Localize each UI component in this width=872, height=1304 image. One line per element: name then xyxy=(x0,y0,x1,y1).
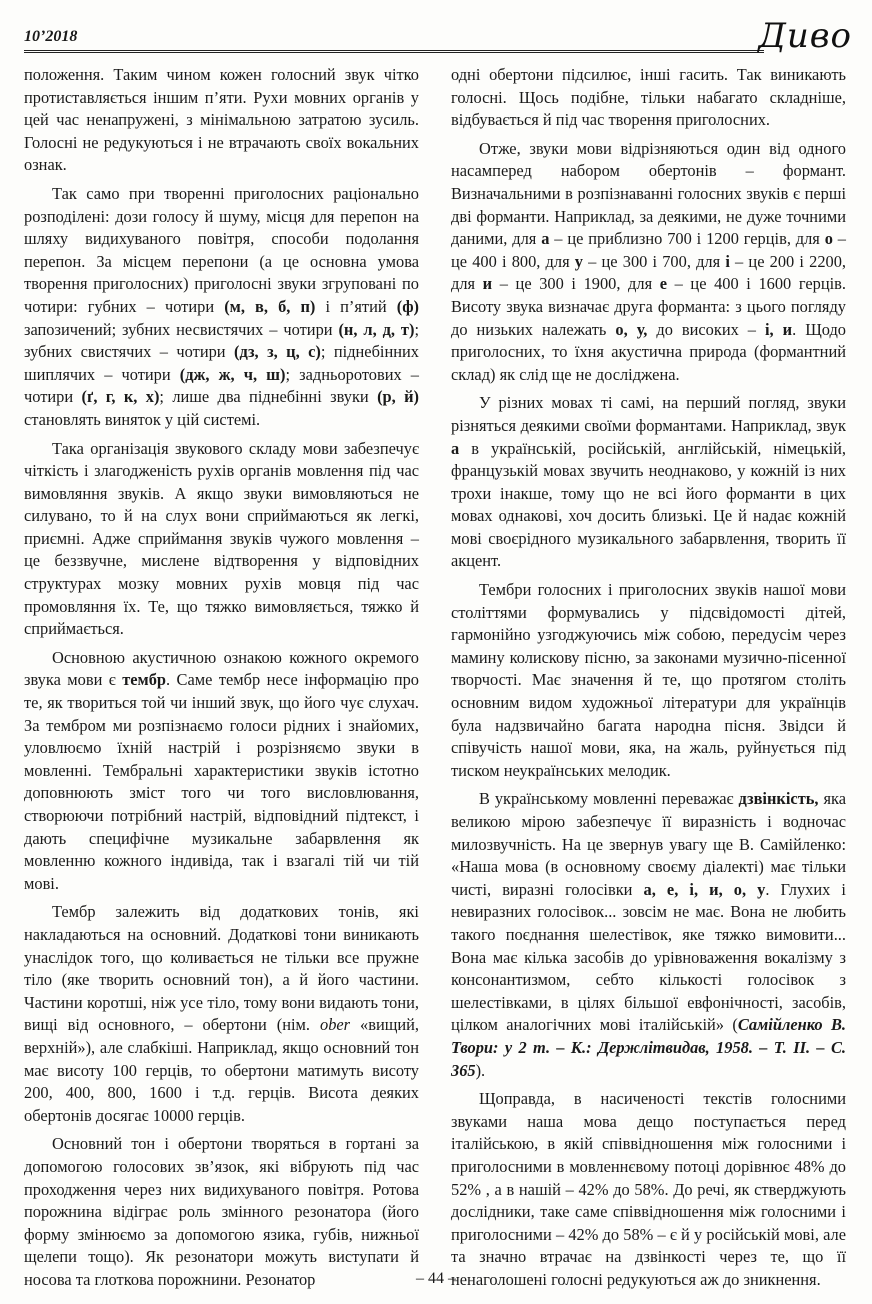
paragraph: Тембр залежить від додаткових тонів, які накладаються на основний. Додаткові тони виникають унаслідок того, що коливається не тільки все пружне тіло (яке творить основний тон), а й його частини. Частини коротші, ніж усе тіло, тому вони видають тони, вищі від основного, – обертони (нім. ober «вищий, верхній»), але слабкіші. Наприклад, якщо основний тон має висоту 100 герців, то обертони матимуть висоту 200, 400, 800, 1600 і т.д. герців. Висота деяких обертонів досягає 10000 герців. xyxy=(24,902,419,1125)
right-column xyxy=(451,64,846,1297)
paragraph: Так само при творенні приголосних раціонально розподілені: дози голосу й шуму, місця для перепон на шляху видихуваного повітря, способи подолання перепон. За місцем перепони (а це основна умова творення приголосних) приголосні звуки згруповані по чотири: губних – чотири (м, в, б, п) і п’ятий (ф) запозичений; зубних несвистячих – чотири (н, л, д, т); зубних свистячих – чотири (дз, з, ц, с); піднебінних шиплячих – чотири (дж, ж, ч, ш); задньоротових – чотири (ґ, г, к, х); лише два піднебінні звуки (р, й) становлять виняток у цій системі. xyxy=(24,183,419,429)
paragraph: Основний тон і обертони творяться в гортані за допомогою голосових зв’язок, які вібрують під час проходження через них видихуваного повітря. Ротова порожнина відіграє роль змінного резонатора (його форму змінюємо за допомогою язика, губів, нижньої щелепи тощо). Як резонатори можуть виступати й носова та глоткова порожнини. Резонатор xyxy=(24,1134,419,1289)
paragraph: У різних мовах ті самі, на перший погляд, звуки різняться деякими своїми формантами. Наприклад, звук а в українській, російській, англійській, німецькій, французькій мовах звучить неоднаково, у кожній із них трохи інакше, тому що не всі його форманти в цих мовах однакові, хоч досить близькі. Це й надає кожній мові своєрідного музикального забарвлення, творить її акцент. xyxy=(451,393,846,571)
paragraph: Така організація звукового складу мови забезпечує чіткість і злагодженість рухів органів мовлення під час вимовляння звуків. А якщо звуки вимовляються не силувано, то й на слух вони сприймаються як легкі, приємні. Адже сприймання звуків чужого мовлення – це беззвучне, мислене відтворення у відповідних структурах мозку мовних рухів мовця під час промовляння їх. Те, що тяжко вимовляється, тяжко й сприймається. xyxy=(24,438,419,639)
paragraph: одні обертони підсилює, інші гасить. Так виникають голосні. Щось подібне, тільки набагато складніше, відбувається й під час творення приголосних. xyxy=(451,65,846,130)
paragraph: Основною акустичною ознакою кожного окремого звука мови є тембр. Саме тембр несе інформацію про те, як твориться той чи інший звук, що його чує слухач. За тембром ми розпізнаємо голоси рідних і знайомих, уловлюємо їхній настрій і розрізняємо звуки в мовленні. Тембральні характеристики звуків істотно доповнюють зміст того чи того висловлювання, створюючи потрібний настрій, відповідний підтекст, і дають специфічне музикальне забарвлення як мовленню кожного індивіда, так і взагалі тій чи тій мові. xyxy=(24,647,419,893)
paragraph: Тембри голосних і приголосних звуків нашої мови століттями формувались у підсвідомості дітей, гармонійно узгоджуючись між собою, передусім через мамину колискову пісню, за законами музично-пісенної творчості. Має значення й те, що протягом століть основним видом художньої літератури для українців була надзвичайно багата народна пісня. Звідси й співучість нашої мови, яка, на жаль, руйнується під тиском неукраїнських мелодик. xyxy=(451,580,846,780)
magazine-logo: Диво xyxy=(758,16,852,56)
paragraph: положення. Таким чином кожен голосний звук чітко протиставляється іншим п’яти. Рухи мовних органів у цей час ненапружені, з мінімальною затратою зусиль. Голосні не редукуються і не втрачають своїх вокальних ознак. xyxy=(24,65,419,175)
issue-number: 10’2018 xyxy=(24,28,78,45)
page-header xyxy=(24,16,852,60)
header-rule xyxy=(24,50,764,53)
paragraph: Отже, звуки мови відрізняються один від одного насамперед набором обертонів – формант. Визначальними в розпізнаванні голосних звуків є перші дві форманти. Наприклад, за деякими, не дуже точними даними, для а – це приблизно 700 і 1200 герців, для о – це 400 і 800, для у – це 300 і 700, для і – це 200 і 2200, для и – це 300 і 1900, для е – це 400 і 1600 герців. Висоту звука визначає друга форманта: з цього погляду до низьких належать о, у, до високих – і, и. Щодо приголосних, то їхня акустична природа (формантний склад) як слід ще не досліджена. xyxy=(451,138,847,384)
page-number: – 44 – xyxy=(416,1270,456,1287)
paragraph: Щоправда, в насиченості текстів голосними звуками наша мова дещо поступається перед італійською, в якій співвідношення між голосними і приголосними в мовленнєвому потоці дорівнює 48% до 52% , а в нашій – 42% до 58%. До речі, як стверджують дослідники, таке саме співвідношення між голосними і приголосними – 42% до 58% – є й у російській мові, але та значно втрачає на дзвінкості через те, що її ненаголошені голосні редукуються аж до зникнення. xyxy=(451,1089,846,1289)
paragraph: В українському мовленні переважає дзвінкість, яка великою мірою забезпечує її виразність і водночас милозвучність. На це звернув увагу ще В. Самійленко: «Наша мова (в основному своєму діалекті) має тільки чисті, виразні голосівки а, е, і, и, о, у. Глухих і невиразних голосівок... зовсім не має. Вона не любить такого поєднання шелестівок, яке тяжко вимовити... Вона має кілька засобів до урівноваження вокалізму з консонантизмом, себто кількості голосівок з шелестівками, в цілях більшої евфонічності, засобів, цілком аналогічних мові італійській» (Самійленко В. Твори: у 2 т. – К.: Держлітвидав, 1958. – Т. ІІ. – С. 365). xyxy=(451,789,846,1080)
left-column xyxy=(24,64,419,1297)
